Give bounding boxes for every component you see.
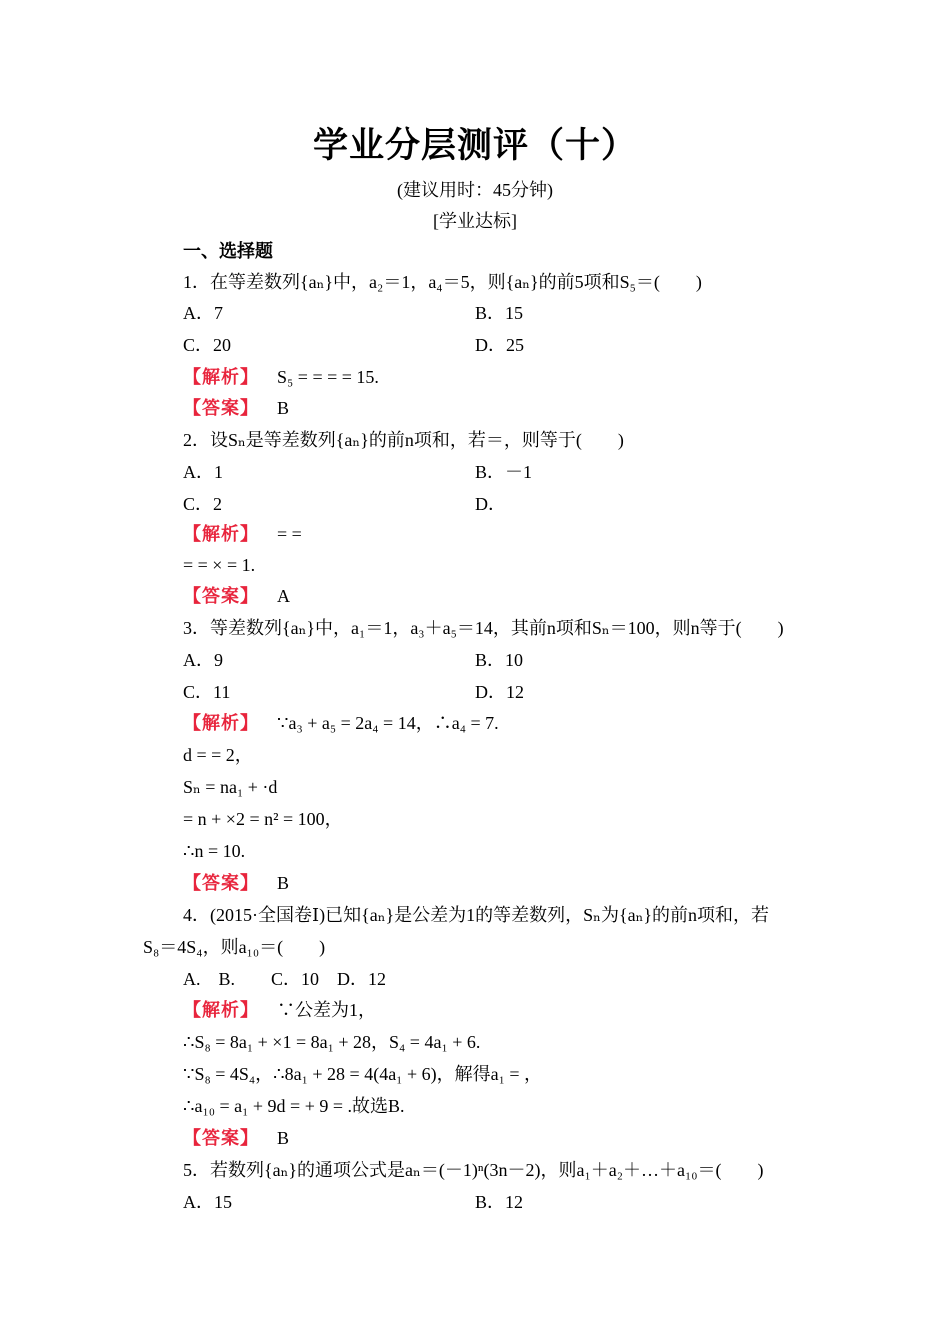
q3-answer (183, 871, 289, 895)
q4-options: A. B. C．10 D．12 (183, 969, 387, 989)
q3-option-d: D．12 (475, 682, 524, 702)
q3-analysis (183, 711, 499, 735)
q4-answer (183, 1126, 289, 1150)
q4-stem-2: S₈＝4S₄，则a₁₀＝( ) (143, 937, 326, 957)
q4-analysis-text-2: ∴S₈ = 8a₁ + ×1 = 8a₁ + 28，S₄ = 4a₁ + 6. (183, 1032, 481, 1052)
q1-analysis-text: S₅ = = = = 15. (277, 367, 379, 387)
q3-analysis-text-1: ∵a₃ + a₅ = 2a₄ = 14，∴a₄ = 7. (277, 713, 499, 733)
q3-analysis-text-2: d = = 2， (183, 745, 253, 765)
q3-option-b: B．10 (475, 650, 524, 670)
q2-analysis (183, 522, 302, 546)
q5-option-a: A．15 (183, 1192, 232, 1212)
q4-analysis-text-3: ∵S₈ = 4S₄，∴8a₁ + 28 = 4(4a₁ + 6)，解得a₁ = ， (183, 1064, 543, 1084)
q4-analysis-text-1: ∵公差为1， (277, 1000, 376, 1020)
q4-stem-1: 4．(2015·全国卷Ⅰ)已知{aₙ}是公差为1的等差数列，Sₙ为{aₙ}的前n项和，若 (183, 905, 769, 925)
q1-stem: 1．在等差数列{aₙ}中，a₂＝1，a₄＝5，则{aₙ}的前5项和S₅＝( ) (183, 272, 702, 292)
q2-analysis-text-2: = = × = 1. (183, 555, 256, 575)
q3-analysis-text-4: = n + ×2 = n² = 100， (183, 809, 343, 829)
q1-answer-text: B (277, 398, 290, 418)
q2-answer-text: A (277, 586, 290, 606)
answer-tag: 【答案】 (183, 586, 259, 606)
section-heading: 一、选择题 (183, 241, 273, 261)
analysis-tag: 【解析】 (183, 524, 259, 544)
answer-tag: 【答案】 (183, 873, 259, 893)
analysis-tag: 【解析】 (183, 367, 259, 387)
q2-stem: 2．设Sₙ是等差数列{aₙ}的前n项和，若＝，则等于( ) (183, 430, 624, 450)
q3-option-c: C．11 (183, 682, 231, 702)
q1-option-c: C．20 (183, 335, 232, 355)
section-bracket: [学业达标] (433, 211, 517, 231)
analysis-tag: 【解析】 (183, 713, 259, 733)
q3-analysis-text-3: Sₙ = na₁ + ·d (183, 777, 278, 797)
time-suggestion: (建议用时：45分钟) (397, 180, 553, 200)
q4-analysis (183, 998, 376, 1022)
page-title: 学业分层测评（十） (312, 126, 637, 165)
q2-analysis-text-1: = = (277, 524, 302, 544)
answer-tag: 【答案】 (183, 398, 259, 418)
answer-tag: 【答案】 (183, 1128, 259, 1148)
q4-analysis-text-4: ∴a₁₀ = a₁ + 9d = + 9 = .故选B. (183, 1096, 405, 1116)
q3-answer-text: B (277, 873, 290, 893)
analysis-tag: 【解析】 (183, 1000, 259, 1020)
q5-stem: 5．若数列{aₙ}的通项公式是aₙ＝(－1)ⁿ(3n－2)，则a₁＋a₂＋…＋a₁₀＝( ) (183, 1160, 764, 1180)
q1-option-b: B．15 (475, 303, 524, 323)
q2-option-b: B．－1 (475, 462, 533, 482)
q2-option-d: D． (475, 494, 506, 514)
q2-answer (183, 584, 290, 608)
q3-option-a: A．9 (183, 650, 223, 670)
q4-answer-text: B (277, 1128, 290, 1148)
q2-option-a: A．1 (183, 462, 223, 482)
q1-analysis (183, 365, 379, 389)
q2-option-c: C．2 (183, 494, 223, 514)
q3-stem: 3．等差数列{aₙ}中，a₁＝1，a₃＋a₅＝14，其前n项和Sₙ＝100，则n等于( ) (183, 618, 784, 638)
q3-analysis-text-5: ∴n = 10. (183, 841, 246, 861)
q1-answer (183, 396, 289, 420)
q1-option-a: A．7 (183, 303, 223, 323)
q5-option-b: B．12 (475, 1192, 524, 1212)
q1-option-d: D．25 (475, 335, 524, 355)
